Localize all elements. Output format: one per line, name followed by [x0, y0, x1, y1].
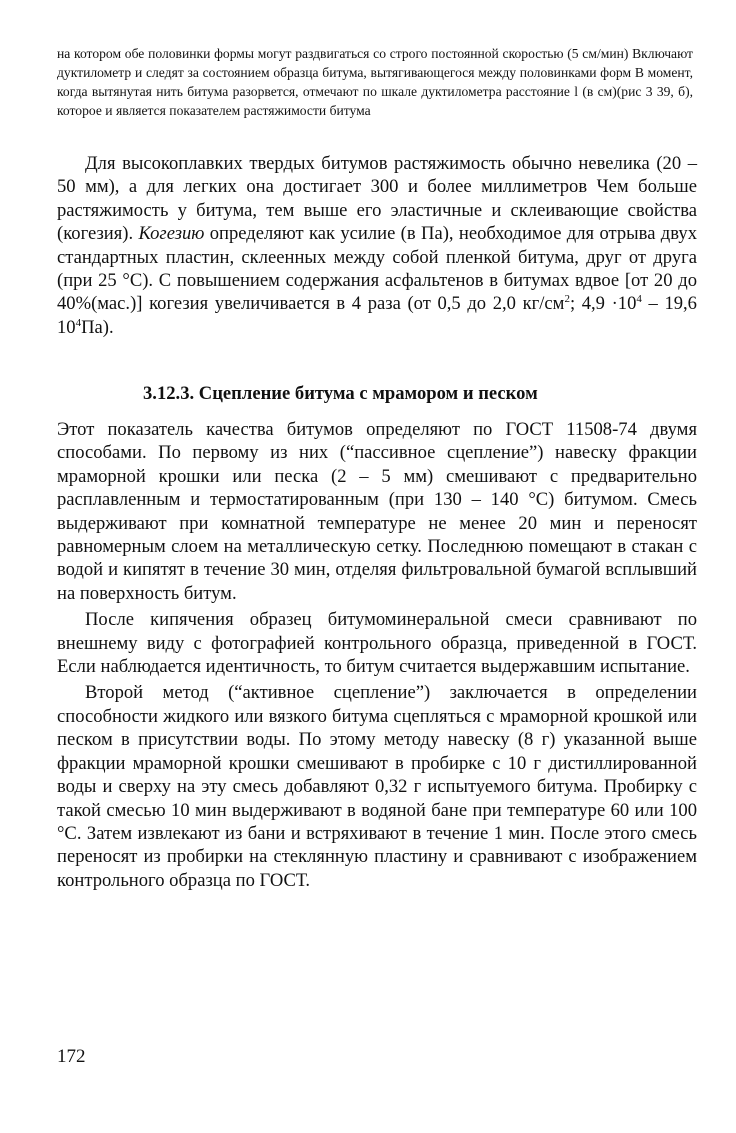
paragraph-tensile-cohesion	[57, 152, 697, 342]
paragraph-passive-adhesion: Этот показатель качества битумов определяют по ГОСТ 11508-74 двумя способами. По первому из них (“пассивное сцепление”) навеску фракции мраморной крошки или песка (2 – 5 мм) смешивают с предварительно расплавленным и термостатированным (при 130 – 140 °С) битумом. Смесь выдерживают при комнатной температуре не менее 20 мин и переносят равномерным слоем на металлическую сетку. Последнюю помещают в стакан с водой и кипятят в течение 30 мин, отделяя фильтровальной бумагой всплывший на поверхность битум.	[57, 419, 697, 604]
text-segment: Для высокоплавких твердых битумов растяжимость обычно невелика (20 – 50 мм), а для легких она достигает 300 и более миллиметров Чем больше растяжимость у битума, тем выше его эластичные и склеивающие свойства (когезия).	[57, 153, 697, 245]
paragraph-active-adhesion: Второй метод (“активное сцепление”) заключается в определении способности жидкого или вязкого битума сцепляться с мраморной крошкой или песком в присутствии воды. По этому методу навеску (8 г) указанной выше фракции мраморной крошки смешивают в пробирке с 10 г дистиллированной воды и сверху на эту смесь добавляют 0,32 г испытуемого битума. Пробирку с такой смесью 10 мин выдерживают в водяной бане при температуре 60 или 100 °С. Затем извлекают из бани и встряхивают в течение 1 мин. После этого смесь переносят из пробирки на стеклянную пластину и сравнивают с изображением контрольного образца по ГОСТ.	[57, 682, 697, 891]
paragraph-comparison: После кипячения образец битумоминеральной смеси сравнивают по внешнему виду с фотографией контрольного образца, приведенной в ГОСТ. Если наблюдается идентичность, то битум считается выдержавшим испытание.	[57, 609, 697, 678]
section-heading: 3.12.3. Сцепление битума с мрамором и песком	[143, 383, 538, 404]
text-segment: ; 4,9 ·10	[569, 293, 637, 315]
italic-term: Когезию	[138, 223, 205, 245]
continued-paragraph: на котором обе половинки формы могут раздвигаться со строго постоянной скоростью (5 см/мин) Включают дуктилометр и следят за состоянием образца битума, вытягивающегося между половинками форм В момент, когда вытянутая нить битума разорвется, отмечают по шкале дуктилометра расстояние l (в см)(рис 3 39, б), которое и является показателем растяжимости битума	[57, 46, 693, 118]
text-segment: Па).	[81, 316, 114, 338]
paragraph-text	[57, 152, 697, 339]
text-segment: – 19,6 10	[57, 293, 697, 338]
superscript: 4	[636, 293, 642, 306]
text-segment: определяют как усилие (в Па), необходимое для отрыва двух стандартных пластин, склеенных между собой пленкой битума, друг от друга (при 25 °С). С повышением содержания асфальтенов в битумах вдвое [от 20 до 40%(мас.)] когезия увеличивается в 4 раза (от 0,5 до 2,0 кг/см	[57, 223, 697, 315]
page-number: 172	[57, 1046, 86, 1067]
superscript: 2	[564, 293, 570, 306]
section-body	[57, 418, 697, 895]
superscript: 4	[75, 316, 82, 329]
